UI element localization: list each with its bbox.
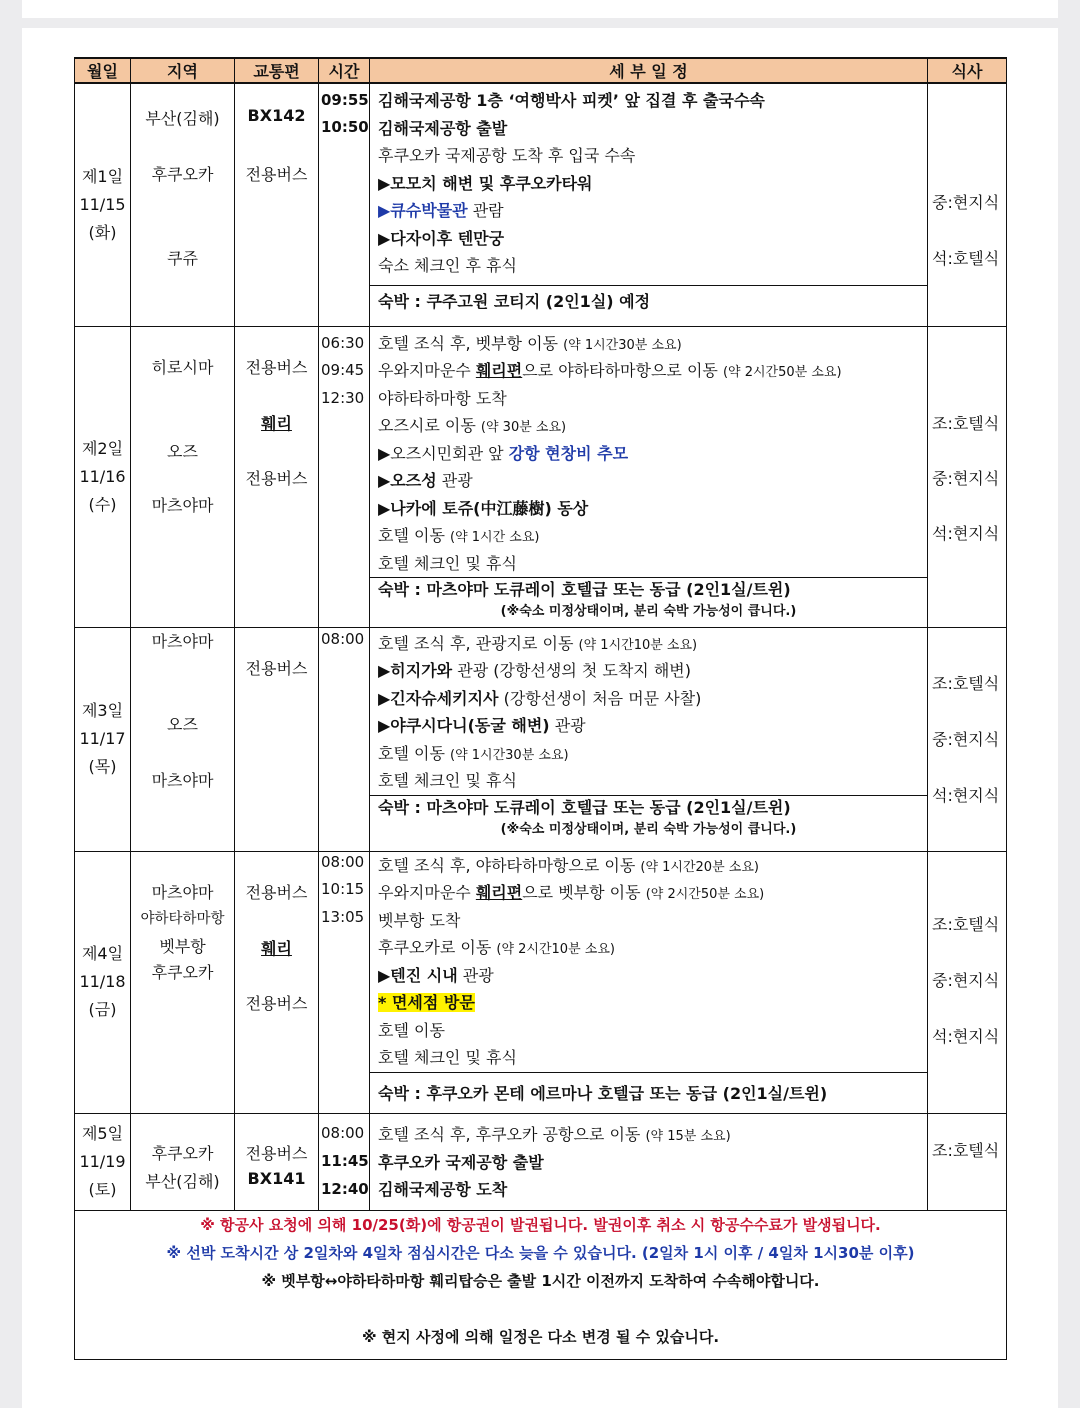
detail-line: ▶긴자슈세키지사 (강항선생이 처음 머문 사찰)	[378, 688, 702, 708]
ferry-text: 훼리편	[475, 361, 523, 380]
meal-cell	[928, 1114, 1007, 1211]
day-row-5	[75, 1114, 1007, 1211]
day-weekday: (화)	[88, 222, 117, 242]
time-cell	[319, 851, 370, 1114]
region-item: 마츠야마	[151, 495, 214, 515]
stay-line: 숙박 : 마츠야마 도큐레이 호텔급 또는 동급 (2인1실/트윈)	[378, 797, 791, 817]
detail-line: 호텔 조식 후, 야하타하마항으로 이동 (약 1시간20분 소요)	[378, 855, 759, 875]
day-date: 11/16	[79, 466, 126, 486]
flight-number: BX141	[247, 1169, 306, 1188]
time-cell	[319, 326, 370, 627]
time-cell	[319, 83, 370, 326]
detail-line: ▶히지가와 관광 (강항선생의 첫 도착지 해변)	[378, 661, 692, 680]
time-item: 06:30	[321, 333, 365, 352]
meal-item: 중:현지식	[932, 193, 1000, 212]
header-meal: 식사	[928, 58, 1007, 83]
detail-line: ▶다자이후 텐만궁	[378, 228, 505, 248]
detail-line: 우와지마운수 훼리편으로 벳부항 이동 (약 2시간50분 소요)	[378, 883, 765, 902]
meal-cell	[928, 627, 1007, 851]
top-strip	[22, 0, 1058, 18]
day-cell	[75, 326, 131, 627]
day-cell	[75, 627, 131, 851]
detail-line: 야하타하마항 도착	[378, 388, 507, 408]
region-item: 야하타하마항	[140, 910, 225, 927]
itinerary-table	[74, 57, 1007, 1360]
transport-item: 전용버스	[245, 993, 308, 1013]
stay-line: 숙박 : 쿠주고원 코티지 (2인1실) 예정	[378, 291, 651, 311]
day-row-4	[75, 851, 1007, 1114]
transport-item: 전용버스	[245, 468, 308, 488]
detail-line	[370, 989, 927, 1017]
detail-line: 호텔 조식 후, 후쿠오카 공항으로 이동 (약 15분 소요)	[378, 1125, 731, 1144]
transport-item: 전용버스	[245, 1144, 308, 1163]
header-region: 지역	[131, 58, 235, 83]
region-item: 오즈	[167, 441, 198, 461]
day-cell	[75, 83, 131, 326]
flight-number: BX142	[247, 106, 306, 125]
day-label: 제5일	[81, 1124, 124, 1143]
meal-item: 석:현지식	[932, 1026, 1000, 1046]
highlighted-text: * 면세점 방문	[378, 993, 475, 1012]
detail-cell	[370, 83, 928, 326]
meal-item: 석:현지식	[932, 785, 1000, 805]
detail-cell	[370, 851, 928, 1114]
detail-line: 후쿠오카 국제공항 도착 후 입국 수속	[378, 146, 636, 165]
day-label: 제4일	[81, 944, 124, 964]
meal-item: 석:호텔식	[932, 249, 1000, 268]
day-weekday: (목)	[88, 757, 117, 776]
day-row-3	[75, 627, 1007, 851]
day-date: 11/15	[79, 194, 126, 214]
meal-cell	[928, 851, 1007, 1114]
time-item: 10:50	[321, 118, 369, 136]
day-date: 11/18	[79, 972, 126, 992]
meal-item: 중:현지식	[932, 970, 1000, 990]
transport-cell	[235, 1114, 319, 1211]
detail-line: 숙소 체크인 후 휴식	[378, 256, 517, 275]
detail-line: 호텔 이동	[378, 1020, 445, 1040]
detail-line: ▶나카에 토쥬(中江藤樹) 동상	[378, 498, 589, 518]
note-ticketing: ※ 항공사 요청에 의해 10/25(화)에 항공권이 발권됩니다. 발권이후 취소 시 항공수수료가 발생됩니다.	[200, 1216, 881, 1234]
transport-cell	[235, 851, 319, 1114]
detail-line: ▶오즈시민회관 앞 강항 현창비 추모	[378, 443, 629, 463]
highlight-text: 강항 현창비 추모	[508, 443, 629, 463]
detail-line: 호텔 체크인 및 휴식	[378, 771, 517, 790]
day-cell	[75, 851, 131, 1114]
time-item: 12:40	[321, 1180, 369, 1198]
stay-box	[370, 1072, 927, 1114]
detail-line: 호텔 이동 (약 1시간 소요)	[378, 526, 540, 545]
region-item: 마츠야마	[151, 631, 214, 651]
day-label: 제1일	[81, 166, 124, 186]
detail-cell	[370, 326, 928, 627]
time-item: 13:05	[321, 907, 365, 926]
time-item: 09:45	[321, 360, 365, 379]
transport-cell	[235, 83, 319, 326]
detail-line: 호텔 체크인 및 휴식	[378, 1048, 517, 1067]
region-cell	[131, 326, 235, 627]
time-item: 11:45	[321, 1152, 369, 1170]
stay-box	[370, 577, 927, 622]
region-cell	[131, 1114, 235, 1211]
detail-line: ▶오즈성 관광	[378, 471, 473, 490]
meal-item: 중:현지식	[932, 468, 1000, 488]
time-item: 08:00	[321, 852, 365, 871]
region-item: 오즈	[167, 714, 198, 734]
region-item: 후쿠오카	[151, 1144, 214, 1163]
detail-line: ▶텐진 시내 관광	[378, 965, 494, 985]
meal-cell	[928, 326, 1007, 627]
ferry-text: 훼리편	[475, 883, 523, 902]
transport-item: 전용버스	[245, 357, 308, 377]
stay-box	[370, 285, 927, 318]
detail-line: 오즈시로 이동 (약 30분 소요)	[378, 416, 567, 435]
day-label: 제2일	[81, 438, 124, 458]
region-item: 부산(김해)	[145, 1172, 220, 1191]
detail-line: 호텔 조식 후, 벳부항 이동 (약 1시간30분 소요)	[378, 333, 682, 353]
stay-note: (※숙소 미정상태이며, 분리 숙박 가능성이 큽니다.)	[500, 821, 797, 837]
header-detail: 세 부 일 정	[370, 58, 928, 83]
stay-note: (※숙소 미정상태이며, 분리 숙박 가능성이 큽니다.)	[500, 604, 797, 619]
time-cell	[319, 1114, 370, 1211]
region-item: 후쿠오카	[151, 962, 214, 982]
detail-line: 김해국제공항 출발	[378, 118, 508, 138]
transport-item: 전용버스	[245, 658, 308, 678]
detail-cell	[370, 627, 928, 851]
transport-cell	[235, 326, 319, 627]
time-item: 08:00	[321, 629, 365, 648]
highlight-text: ▶큐슈박물관	[378, 201, 468, 220]
region-item: 벳부항	[159, 936, 206, 956]
day-row-1	[75, 83, 1007, 326]
day-date: 11/19	[79, 1152, 126, 1171]
note-schedule-change: ※ 현지 사정에 의해 일정은 다소 변경 될 수 있습니다.	[361, 1328, 720, 1346]
region-item: 마츠야마	[151, 882, 214, 902]
meal-item: 석:현지식	[932, 523, 1000, 543]
detail-line: 벳부항 도착	[378, 910, 461, 930]
day-cell	[75, 1114, 131, 1211]
stay-line: 숙박 : 마츠야마 도큐레이 호텔급 또는 동급 (2인1실/트윈)	[378, 580, 791, 599]
detail-line: 김해국제공항 도착	[378, 1180, 508, 1199]
detail-line: 후쿠오카로 이동 (약 2시간10분 소요)	[378, 938, 615, 957]
region-item: 부산(김해)	[145, 109, 220, 128]
region-item: 쿠쥬	[167, 249, 198, 268]
meal-item: 조:호텔식	[932, 673, 1000, 693]
time-cell	[319, 627, 370, 851]
region-cell	[131, 627, 235, 851]
meal-item: 중:현지식	[932, 729, 1000, 749]
day-date: 11/17	[79, 729, 126, 748]
notes-row	[75, 1211, 1007, 1360]
detail-line: 우와지마운수 훼리편으로 야하타하마항으로 이동 (약 2시간50분 소요)	[378, 361, 842, 380]
detail-line: 호텔 이동 (약 1시간30분 소요)	[378, 743, 569, 763]
day-weekday: (수)	[88, 494, 117, 514]
ferry-label: 훼리	[261, 938, 292, 958]
meal-item: 조:호텔식	[932, 413, 1000, 433]
time-item: 10:15	[321, 879, 365, 898]
meal-item: 조:호텔식	[932, 1141, 1000, 1160]
detail-line: 후쿠오카 국제공항 출발	[378, 1152, 544, 1172]
header-row	[75, 58, 1007, 83]
note-ferry: ※ 벳부항↔야하타하마항 훼리탑승은 출발 1시간 이전까지 도착하여 수속해야합니다.	[261, 1272, 820, 1290]
transport-cell	[235, 627, 319, 851]
header-day: 월일	[75, 58, 131, 83]
note-lunch: ※ 선박 도착시간 상 2일차와 4일차 점심시간은 다소 늦을 수 있습니다. (2일차 1시 이후 / 4일차 1시30분 이후)	[166, 1244, 915, 1262]
meal-item: 조:호텔식	[932, 914, 1000, 934]
header-time: 시간	[319, 58, 370, 83]
day-label: 제3일	[81, 701, 124, 720]
transport-item: 전용버스	[245, 165, 308, 184]
time-item: 09:55	[321, 91, 369, 109]
stay-box	[370, 795, 927, 840]
detail-line: ▶모모치 해변 및 후쿠오카타워	[378, 173, 593, 193]
transport-item: 전용버스	[245, 882, 308, 902]
detail-line: 김해국제공항 1층 ‘여행박사 피켓’ 앞 집결 후 출국수속	[378, 91, 765, 110]
region-item: 마츠야마	[151, 770, 214, 790]
detail-line: 호텔 조식 후, 관광지로 이동 (약 1시간10분 소요)	[378, 633, 698, 653]
ferry-label: 훼리	[261, 413, 292, 433]
detail-cell	[370, 1114, 928, 1211]
region-cell	[131, 851, 235, 1114]
notes-cell	[75, 1211, 1007, 1360]
region-item: 히로시마	[151, 357, 214, 377]
detail-line: ▶야쿠시다니(동굴 해변) 관광	[378, 716, 586, 735]
time-item: 12:30	[321, 388, 365, 407]
day-weekday: (토)	[88, 1180, 117, 1199]
day-row-2	[75, 326, 1007, 627]
time-item: 08:00	[321, 1124, 365, 1142]
header-transport: 교통편	[235, 58, 319, 83]
stay-line: 숙박 : 후쿠오카 몬테 에르마나 호텔급 또는 동급 (2인1실/트윈)	[378, 1083, 828, 1103]
detail-line: 호텔 체크인 및 휴식	[378, 553, 517, 573]
meal-cell	[928, 83, 1007, 326]
detail-line: ▶큐슈박물관 관람	[378, 201, 504, 220]
region-cell	[131, 83, 235, 326]
region-item: 후쿠오카	[151, 165, 214, 184]
day-weekday: (금)	[88, 1000, 117, 1020]
